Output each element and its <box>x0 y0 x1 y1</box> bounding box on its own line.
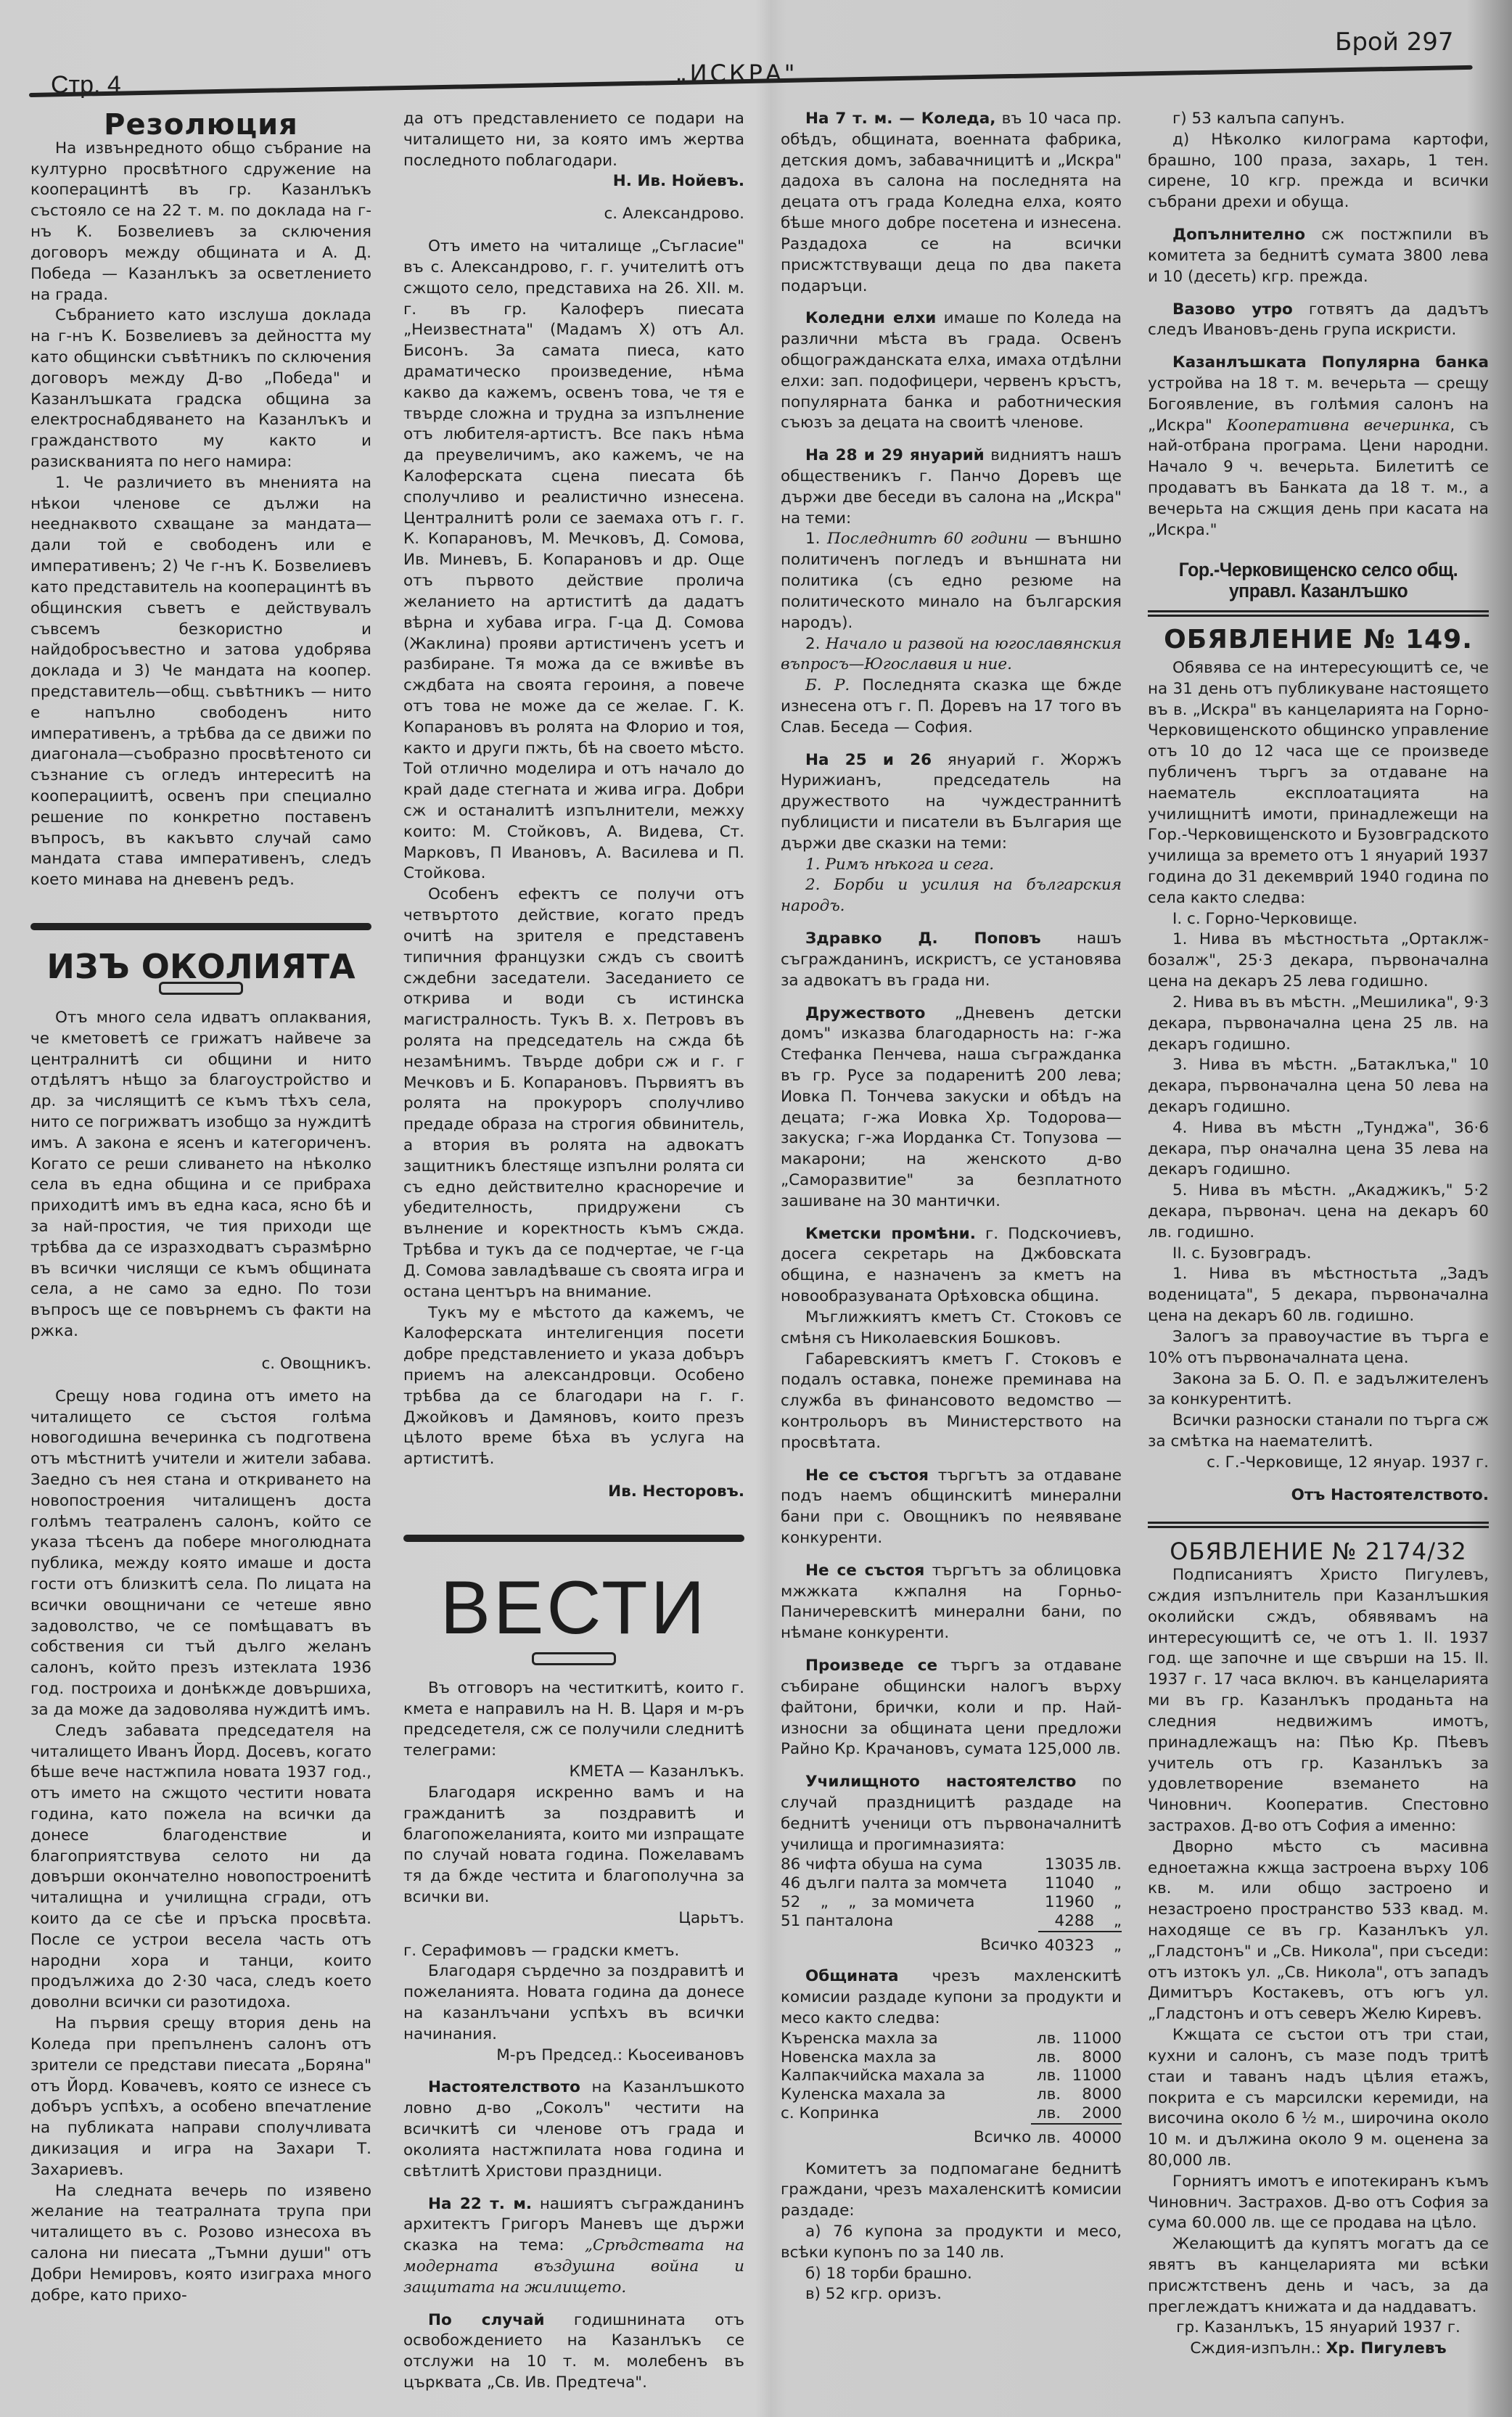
announcement-paragraph: 1. Нива въ мѣстностьта „Задъ воденицата", 5 декара, първоначална цена на декаръ 60 лв. годишно. <box>1148 1265 1489 1326</box>
lecture-title: „Срѣдствата на модерната въздушна война и защитата на жилището. <box>403 2236 744 2297</box>
total-row <box>781 1932 1122 1956</box>
table-row <box>781 1912 1122 1932</box>
news-item <box>403 2310 744 2394</box>
column-3 <box>781 109 1122 2305</box>
telegram-body: Благодаря сърдечно за поздравитѣ и пожеланията. Новата година да донесе на казанлъчани успѣхъ въ всички начинания. <box>403 1962 744 2043</box>
news-item <box>781 750 1122 855</box>
news-item <box>781 1561 1122 1644</box>
district-coupons-table <box>781 2030 1122 2148</box>
announcement-title: ОБЯВЛЕНИЕ № 149. <box>1164 625 1473 655</box>
lecture-topic <box>781 634 1122 676</box>
telegram-signature: М-ръ Председ.: Кьосеивановъ <box>496 2045 744 2064</box>
section-divider <box>1148 1522 1489 1528</box>
announcement-issuer: Гор.-Черковищенско селсо общ. управл. Казанлъшко <box>1178 559 1458 602</box>
item-unit: „ <box>1113 1874 1122 1893</box>
article-paragraph: да отъ представлението се подари на читалището ни, за която имъ жертва последното поблагодари. <box>403 110 744 170</box>
resolution-paragraph: 1. Че различието въ мненията на нѣкои членове се дължи на нееднаквото схващане за мандата—дали той е свободенъ или е императивенъ; 2) Че г-нъ К. Бозвелиевъ като представитель на кооперацинтѣ въ общинския съветъ е действувалъ съвсемъ безкористно и найдобросъвестно и затова удобрява доклада и 3) Че мандата на коопер. представитель—общ. съвѣтникъ — нито е напълно свободенъ нито императивенъ, а трѣбва да се движи по диагонала—съобразно просвѣтеното си съзнание съ огледъ интереситѣ на кооперациитѣ, освенъ при специално решение по конкретно поставенъ въпросъ, въ какъвто случай само мандата става императивенъ, следъ което минава на дневенъ редъ. <box>30 473 371 890</box>
item-label: с. Копринка <box>781 2104 879 2123</box>
news-lead: Коледни елхи <box>805 309 937 328</box>
news-text: търгъ за отдаване събиране общински налогъ върху файтони, брички, коли и пр. Най-износни за общината цени предложи Райно Кр. Крачановъ, сумата 125,000 лв. <box>781 1657 1122 1759</box>
item-unit: лв. <box>1031 2104 1061 2124</box>
announcement-paragraph: Залогъ за правоучастие въ търга е 10% отъ първоначалната цена. <box>1148 1327 1489 1367</box>
news-text: по случай праздницитѣ раздаде на беднитѣ ученици отъ първоначалнитѣ училища и прогимназията: <box>781 1773 1122 1854</box>
news-text: януарий г. Жоржъ Нурижианъ, председатель на дружеството на чуждестраннитѣ публицисти и писатели въ България ще държи две сказки на теми: <box>781 750 1122 853</box>
resolution-heading: Резолюция <box>104 108 298 141</box>
lecture-topic <box>781 855 1122 876</box>
total-value: 40000 <box>1072 2128 1122 2147</box>
announcement-paragraph: 3. Нива въ мѣстн. „Батаклъка," 10 декара, първоначална цена 50 лева на декаръ годишно. <box>1148 1056 1489 1116</box>
total-value: 40323 <box>1044 1936 1095 1955</box>
total-unit: лв. <box>1036 2128 1061 2147</box>
topic-title: 2. Борби и усилия на българския народъ. <box>781 876 1122 916</box>
item-value: 13035 <box>1044 1855 1095 1874</box>
total-unit: „ <box>1113 1936 1122 1955</box>
news-lead: Допълнително <box>1172 226 1306 245</box>
news-lead: Настоятелството <box>428 2078 580 2097</box>
item-unit: лв. <box>1036 2048 1061 2067</box>
column-1 <box>30 109 371 2306</box>
news-text: г. Подскочиевъ, досега секретарь на Джбовската община, е назначенъ за кметъ на новообразуваната Орѣховска община. <box>781 1224 1122 1306</box>
news-item <box>781 1772 1122 1855</box>
lecture-topic <box>781 875 1122 917</box>
news-item <box>781 1224 1122 1308</box>
news-text: чрезъ махленскитѣ комисии раздаде купони за продукти и месо както следва: <box>781 1967 1122 2027</box>
news-text: нашъ съгражданинъ, искристъ, се установява за адвокатъ въ града ни. <box>781 930 1122 990</box>
item-label: 46 дълги палта за момчета <box>781 1874 1008 1893</box>
item-value: 2000 <box>1061 2104 1122 2124</box>
telegram-body: Благодаря искренно вамъ и на гражданитѣ за поздравитѣ и благопожеланията, които ми изпращате по случай новата година. Пожелавамъ тя да бжде честита и благополучна за всички ви. <box>403 1783 744 1906</box>
news-item <box>781 446 1122 529</box>
telegram-addressee: КМЕТА — Казанлъкъ. <box>569 1763 744 1781</box>
news-item <box>1148 353 1489 541</box>
topic-number: 2. <box>805 634 826 653</box>
news-lead: На 28 и 29 януарий <box>805 446 985 465</box>
item-label: Къренска махла за <box>781 2029 938 2048</box>
item-unit: лв. <box>1036 2029 1061 2048</box>
news-item <box>781 1656 1122 1760</box>
article-paragraph: Тукъ му е мѣстото да кажемъ, че Калоферската интелигенция посети добре представлението и указа добъръ приемъ на александровци. Особено трѣбва да се благодари на г. г. Джойковъ и Дамяновъ, които презъ цѣлото време бѣха въ услуга на артиститѣ. <box>403 1303 744 1469</box>
section-divider <box>1148 610 1489 617</box>
signature-text: Отъ Настоятелството. <box>1291 1485 1489 1504</box>
announcement-paragraph: Обявява се на интересующитѣ се, че на 31 день отъ публикуване настоящето въ в. „Искра" въ канцеларията на Горно-Черковищенското общинско управление отъ 10 до 12 часа ще се произведе публиченъ търгъ за отдаване на наематель експлоатацията на училищнитѣ имоти, принадлежещи на Гор.-Черковищенското и Бузовградското училища за времето отъ 1 януарий 1937 година до 31 декемврий 1940 година по села както следва: <box>1148 658 1489 907</box>
announcement-paragraph: 1. Нива въ мѣстностьта „Ортаклж-бозалж", 25·3 декара, първоначална цена на декаръ 25 лева годишно. <box>1148 930 1489 991</box>
resolution-paragraph: Събранието като изслуша доклада на г-нъ К. Бозвелиевъ за дейността му като общински съвѣтникъ по сключения договоръ между Д-во „Победа" и Казанлъшката градска община за електроснабдяването на Казанлъкъ и гражданството му както и разискванията по него намира: <box>30 306 371 471</box>
item-value: 11000 <box>1072 2067 1122 2085</box>
announcement-date: гр. Казанлъкъ, 15 януарий 1937 г. <box>1176 2318 1460 2337</box>
news-item <box>1148 225 1489 287</box>
topic-text: — външно политиченъ погледъ и външната ни политика (съ едно резюме на политическото минало на българския народъ). <box>781 530 1122 632</box>
editor-note-text: Последнята сказка ще бжде изнесена отъ г. П. Доревъ на 17 того въ Слав. Беседа — София. <box>781 676 1122 736</box>
page-number: Стр. 4 <box>51 71 121 99</box>
author-name: Ив. Несторовъ. <box>608 1482 744 1501</box>
section-divider <box>30 923 371 930</box>
editor-note <box>781 676 1122 738</box>
news-item <box>781 308 1122 434</box>
news-lead: На 22 т. м. <box>428 2194 533 2213</box>
article-paragraph: Срещу нова година отъ името на читалището се състоя голѣма новогодишна вечеринка съ подготвена отъ мѣстнитѣ учители и жители забава. Заедно съ нея стана и откриването на новопостроения читалищенъ доста голѣмъ театраленъ салонъ, който се указа тѣсенъ да побере многолюдната публика, между която имаше и доста гости отъ близкитѣ села. По лицата на всички овощничани се четеше явно задоволство, че се помѣщаватъ въ собствения си тъй дълго желанъ салонъ, който презъ изтеклата 1936 год. построиха и донѣкжде довършиха, за да може да задоволява нуждитѣ имъ. <box>30 1387 371 1719</box>
table-row <box>781 2104 1122 2124</box>
news-text: , съ най-отбрана програма. Цени народни. Начало 9 ч. вечерьта. Билетитѣ се продаватъ въ Банката да 18 т. м., а вечерьта на сжщия день при касата на „Искра." <box>1148 416 1489 539</box>
article-paragraph: Въ отговоръ на честиткитѣ, които г. кмета е направилъ на Н. В. Царя и м-ръ председетеля, сж се получили следнитѣ телеграми: <box>403 1678 744 1760</box>
article-paragraph: На следната вечерь по изявено желание на театралната трупа при читалището въ с. Розово изнесоха въ салона ни пиесата „Тъмни души" отъ Добри Немировъ, която изиграха много добре, като прихо- <box>30 2181 371 2305</box>
announcement-signature <box>1148 1485 1489 1506</box>
author-signature <box>403 171 744 192</box>
list-item: г) 53 калъпа сапунъ. <box>1172 110 1345 128</box>
signature-label: Сждия-изпълн.: <box>1190 2339 1321 2358</box>
news-text: на Казанлъшкото ловно д-во „Соколъ" честити на всичкитѣ си членове отъ града и околията настжпилата нова година и свѣтлитѣ Христови праздници. <box>403 2078 744 2180</box>
okoliya-heading: ИЗЪ ОКОЛИЯТА <box>46 947 356 987</box>
news-lead: Не се състоя <box>805 1466 929 1485</box>
news-text: въ 10 часа пр. обѣдъ, общината, военната фабрика, детския домъ, забавачницитѣ и „Искра" дадоха въ салона на последнята на децата отъ града Коледна елха, която бѣше много добре посетена и изнесена. Раздадоха се на всички присжтствуващи деца по два пакета подаръци. <box>781 110 1122 295</box>
school-donations-table <box>781 1855 1122 1955</box>
announcement-paragraph: 5. Нива въ мѣстн. „Акаджикъ," 5·2 декара, първонач. цена на декаръ 60 лв. годишно. <box>1148 1181 1489 1242</box>
news-text: „Дневенъ детски домъ" изказва благодарность на: г-жа Стефанка Пенчева, наша съгражданка въ гр. Русе за подаренитѣ 200 лева; Иовка П. Тончева закуски и обѣдъ на децата; г-жа Иовка Хр. Тодорова—закуска; г-жа Иорданка Ст. Топузова — макарони; на женското д-во „Саморазвитие" за безплатното зашиване на 30 мантички. <box>781 1004 1122 1210</box>
topic-title: Последнитѣ 60 години <box>827 530 1028 549</box>
total-label: Всичко <box>973 2128 1032 2147</box>
topic-title: 1. Римъ нѣкога и сега. <box>805 855 995 874</box>
news-text: имаше по Коледа на различни мѣста въ града. Освенъ общогражданската елха, имаха отдѣлни елхи: зап. подофицери, червенъ кръстъ, популярната банка и работническия съюзъ за децата на своитѣ членове. <box>781 309 1122 432</box>
table-row <box>781 1874 1122 1893</box>
news-lead: Здравко Д. Поповъ <box>805 930 1041 948</box>
item-label: 51 панталона <box>781 1912 894 1931</box>
list-item: а) 76 купона за продукти и месо, всѣки купонъ по за 140 лв. <box>781 2223 1122 2262</box>
list-item: б) 18 торби брашно. <box>805 2264 972 2283</box>
announcement-title: ОБЯВЛЕНИЕ № 2174/32 <box>1170 1538 1467 1566</box>
item-label: 52 „ „ за момичета <box>781 1892 975 1911</box>
news-text: търгътъ за отдаване подъ наемъ общинскитѣ минерални бани при с. Овощникъ по неявяване конкуренти. <box>781 1466 1122 1547</box>
table-row <box>781 1893 1122 1912</box>
okoliya-paragraph: Отъ много села идватъ оплаквания, че кметоветѣ се грижатъ найвече за централнитѣ си общини и нито отдѣлятъ нѣщо за благоустройство и др. за числящитѣ се къмъ тѣхъ села, нито се погрижватъ изобщо за нуждитѣ имъ. А закона е ясенъ и категориченъ. Когато се реши сливането на нѣколко села въ една община и се прибраха приходитѣ имъ въ една каса, ясно бѣ и за най-простия, че тия приходи ще трѣбва да се изразходватъ съразмѣрно въ всички числящи се къмъ общината села, а не само за едно. По този въпросъ ще се повърнемъ съ факти на ржка. <box>30 1008 371 1341</box>
signature-name: Хр. Пигулевъ <box>1326 2339 1447 2358</box>
item-label: 86 чифта обуша на сума <box>781 1855 983 1874</box>
item-value: 11040 <box>1044 1874 1095 1893</box>
editor-note-label: Б. Р. <box>805 676 850 695</box>
news-lead: Казанлъшката Популярна банка <box>1172 353 1489 372</box>
news-item: Габаревскиятъ кметъ Г. Стоковъ е подалъ оставка, понеже преминава на служба въ финансовото ведомство — контрольоръ въ Министерството на просвѣтата. <box>781 1350 1122 1452</box>
news-lead: Общината <box>805 1967 899 1986</box>
topic-title: Начало и развой на югославянския въпросъ—Югославия и ние. <box>781 634 1122 674</box>
announcement-signature <box>1148 2339 1489 2360</box>
announcement-paragraph: II. с. Бузовградъ. <box>1172 1244 1312 1263</box>
news-text: търгътъ за облицовка мжжката кжпалня на Горньо-Паничеревскитѣ минерални бани, по нѣмане конкуренти. <box>781 1561 1122 1643</box>
item-unit: „ <box>1094 1912 1122 1932</box>
announcement-paragraph: Всички разноски станали по търга сж за смѣтка на наемателитѣ. <box>1148 1411 1489 1450</box>
news-lead: Училищното настоятелство <box>805 1773 1077 1792</box>
item-value: 11000 <box>1072 2029 1122 2048</box>
item-label: Новенска махла за <box>781 2048 937 2067</box>
announcement-date: с. Г.-Черковище, 12 януар. 1937 г. <box>1207 1453 1489 1472</box>
total-row <box>781 2124 1122 2148</box>
announcement-paragraph: Дворно мѣсто съ масивна едноетажна кжща застроена върху 106 кв. м. или общо застроено и незастроено пространство 533 квад. м. находяще се въ гр. Казанлъкъ ул. „Гладстонъ" и „Св. Никола", при съседи: отъ изтокъ ул. „Св. Никола", отъ западъ Димитъръ Костакевъ, отъ югъ ул. „Гладстонъ и отъ северъ Желю Киревъ. <box>1148 1837 1489 2024</box>
item-label: Калпакчийска махала за <box>781 2067 985 2085</box>
item-unit: лв. <box>1036 2067 1061 2085</box>
ornament <box>532 1652 616 1665</box>
news-item <box>781 929 1122 991</box>
column-4 <box>1148 109 1489 2360</box>
news-lead: На 25 и 26 <box>805 750 932 769</box>
news-item <box>1148 300 1489 342</box>
lecture-topic <box>781 529 1122 633</box>
news-item <box>781 1004 1122 1212</box>
announcement-paragraph: Закона за Б. О. П. е задължителенъ за конкурентитѣ. <box>1148 1369 1489 1409</box>
list-item: в) 52 кгр. оризъ. <box>805 2285 942 2304</box>
news-item <box>403 2077 744 2182</box>
news-item: Мъглижкиятъ кметъ Ст. Стоковъ се смѣня съ Николаевския Бошковъ. <box>781 1308 1122 1347</box>
item-unit: лв. <box>1036 2085 1061 2104</box>
announcement-paragraph: Кжщата се състои отъ три стаи, кухни и салонъ, съ мазе подъ тритѣ стаи и таванъ надъ цѣлия етажъ, покрита е съ марсилски керемиди, на височина около 6 ½ м., широчина около 10 м. и дължина около 9 м. оценена за 80,000 лв. <box>1148 2026 1489 2170</box>
telegram-signature: Царьтъ. <box>678 1908 744 1927</box>
news-item <box>403 2194 744 2299</box>
news-text: готвятъ да дадътъ следъ Ивановъ-день група искристи. <box>1148 300 1489 340</box>
article-paragraph: Отъ името на читалище „Съгласие" въ с. Александрово, г. г. учителитѣ отъ сжщото село, представиха на 26. XII. м. г. въ гр. Калоферъ пиесата „Неизвестната" (Мадамъ Х) отъ Ал. Бисонъ. За самата пиеса, като драматическо произведение, нѣма какво да кажемъ, освенъ това, че тя е твърде сложна и трудна за изпълнение отъ любителя-артистъ. Все пакъ нѣма да преувеличимъ, ако кажемъ, че на Калоферската сцена пиесата бѣ сполучливо и реалистично изнесена. Централнитѣ роли се заемаха отъ г. г. К. Копарановъ, М. Мечковъ, Д. Сомова, Ив. Миневъ, Б. Копарановъ и др. Още отъ първото действие пролича желанието на артиститѣ да дадатъ вѣрна и хубава игра. Г-ца Д. Сомова (Жаклина) прояви артистиченъ усетъ и разбиране. Тя можа да се вживѣе въ сждбата на своята героиня, а повече отъ това не може да се желае. Г. К. Копарановъ въ ролята на Флорио и тоя, както и други пжть, бѣ на своето мѣсто. Той отлично моделира и отъ начало до край даде стегната и жива игра. Добри сж и останалитѣ изпълнители, межху които: М. Стойковъ, А. Видева, Ст. Марковъ, П Ивановъ, А. Василева и П. Стойкова. <box>403 237 744 883</box>
news-lead: Произведе се <box>805 1657 938 1675</box>
item-value: 8000 <box>1082 2048 1122 2067</box>
newspaper-title: „ИСКРА" <box>675 59 798 87</box>
item-value: 8000 <box>1082 2085 1122 2104</box>
total-label: Всичко <box>980 1936 1038 1955</box>
telegram-addressee: г. Серафимовъ — градски кметъ. <box>403 1941 680 1960</box>
dateline: с. Александрово. <box>604 205 744 223</box>
author-signature <box>403 1482 744 1503</box>
news-text: устройва на 18 т. м. вечерьта — срещу Богоявление, въ голѣмия салонъ на „Искра" <box>1148 374 1489 435</box>
article-paragraph: Особенъ ефектъ се получи отъ четвъртото действие, когато предъ очитѣ на зрителя е представенъ типичния французки сждъ съ своитѣ сждебни заседатели. Заседанието се открива и води съ истинска магистралность. Тукъ В. х. Петровъ въ ролята на председатель на сжда бѣ незамѣнимъ. Твърде добри сж и г. г Мечковъ и Б. Копарановъ. Първиятъ въ ролята на прокуроръ сполучливо предаде образа на строгия обвинитель, а втория въ ролята на адвокатъ защитникъ блестяще изпълни ролята си съ едно действително красноречие и убедителность, придружени съ вълнение и коректность къмъ сжда. Трѣбва и тукъ да се подчертае, че г-ца Д. Сомова завладѣваше съ своята игра и остана центъръ на внимание. <box>403 885 744 1301</box>
news-lead: Дружеството <box>805 1004 926 1022</box>
news-text: сж постжпили въ комитета за беднитѣ сумата 3800 лева и 10 (десеть) кгр. прежда. <box>1148 226 1489 286</box>
news-item <box>781 109 1122 297</box>
announcement-paragraph: Горниятъ имотъ е ипотекиранъ къмъ Чиновнич. Застрахов. Д-во отъ София за сума 60.000 лв. ще се продава на цѣло. <box>1148 2172 1489 2233</box>
announcement-paragraph: I. с. Горно-Черковище. <box>1172 909 1358 928</box>
news-text: нашиятъ съгражданинъ архитектъ Григоръ Маневъ ще държи сказка на тема: <box>403 2194 744 2255</box>
table-row <box>781 2085 1122 2104</box>
table-row <box>781 1855 1122 1874</box>
item-unit: лв. <box>1097 1855 1122 1874</box>
news-lead: Не се състоя <box>805 1561 925 1580</box>
news-item <box>781 1966 1122 2029</box>
issue-number: Брой 297 <box>1335 28 1454 57</box>
dateline: с. Овощникъ. <box>261 1354 371 1373</box>
topic-number: 1. <box>805 530 827 549</box>
section-divider <box>403 1535 744 1542</box>
news-lead: Кметски промѣни. <box>805 1224 976 1243</box>
column-2 <box>403 109 744 2394</box>
news-item <box>781 1466 1122 1549</box>
announcement-paragraph: 4. Нива въ мѣстн „Тунджа", 36·6 декара, пър оначална цена 35 лева на декаръ годишно. <box>1148 1118 1489 1179</box>
table-row <box>781 2067 1122 2085</box>
announcement-paragraph: Желающитѣ да купятъ могатъ да се явятъ въ канцеларията ми всѣки присжтственъ день и часъ, за да преглеждатъ книжата и да наддаватъ. <box>1148 2235 1489 2316</box>
vesti-heading: ВЕСТИ <box>440 1565 708 1650</box>
announcement-paragraph: Подписаниятъ Христо Пигулевъ, сждия изпълнитель при Казанлъшкия околийски сждъ, обявявамъ на интересующитѣ се, че отъ 1. II. 1937 год. ще започне и ще свърши на 15. II. 1937 г. 17 часа включ. въ канцеларията ми въ гр. Казанлъкъ проданьта на следния недвижимъ имотъ, принадлежащъ на: Пѣю Кр. Пѣевъ учитель отъ гр. Казанлъкъ за удовлетворение вземането на Чиновнич. Кооператив. Спестовно застрахов. Д-во отъ София а именно: <box>1148 1566 1489 1835</box>
item-unit: „ <box>1113 1892 1122 1911</box>
event-name: Кооперативна вечеринка <box>1226 416 1450 435</box>
table-row <box>781 2048 1122 2067</box>
news-item: Комитетъ за подпомагане беднитѣ граждани, чрезъ махаленскитѣ комисии раздаде: <box>781 2159 1122 2220</box>
news-text: годишнината отъ освобождението на Казанлъкъ се отслужи на 10 т. м. молебенъ въ църквата „Св. Ив. Предтеча". <box>403 2310 744 2392</box>
article-paragraph: На първия срещу втория день на Коледа при препълненъ салонъ отъ зрители се представи пиесата „Боряна" отъ Йорд. Ковачевъ, която се изнесе съ добъръ успѣхъ, а особено впечатление на публиката направи сполучливата дикизация и игра на Захари Т. Захариевъ. <box>30 2014 371 2179</box>
item-value: 11960 <box>1044 1892 1095 1911</box>
table-row <box>781 2030 1122 2048</box>
list-item: д) Нѣколко килограма картофи, брашно, 100 праза, захарь, 1 тен. сирене, 10 кгр. прежда и всички събрани дрехи и обуща. <box>1148 130 1489 212</box>
resolution-paragraph: На извънредното общо събрание на културно просвѣтного сдружение на кооперацинтѣ въ гр. Казанлъкъ състояло се на 22 т. м. по доклада на г-нъ К. Бозвелиевъ за сключения договоръ между общината и А. Д. Победа — Казанлъкъ за осветлението на града. <box>30 139 371 304</box>
news-lead: На 7 т. м. — Коледа, <box>805 110 996 128</box>
article-paragraph: Следъ забавата председателя на читалището Иванъ Йорд. Досевъ, когато бѣше вече настжпила новата 1937 год., отъ името на сжщото честити новата година, като пожела на всички да донесе благоденствие и благоприятствува селото ни да довърши окончателно новопостроенитѣ читалищна и училищна сгради, отъ които да се сѣе и пръска просвѣта. После се устрои весела часть отъ народни хора и танци, които продължиха до 2·30 часа, следъ което доволни всички си разотидоха. <box>30 1721 371 2012</box>
item-label: Куленска махала за <box>781 2085 946 2104</box>
author-name: Н. Ив. Нойевъ. <box>612 172 744 191</box>
news-lead: Вазово утро <box>1172 300 1293 319</box>
announcement-paragraph: 2. Нива въ въ мѣстн. „Мешилика", 9·3 декара, първоначална цена 25 лв. на декаръ годишно. <box>1148 993 1489 1054</box>
item-value: 4288 <box>1038 1912 1095 1932</box>
news-lead: По случай <box>428 2310 545 2329</box>
news-text: видниятъ нашъ общественикъ г. Панчо Доревъ ще държи две беседи въ салона на „Искра" на теми: <box>781 446 1122 528</box>
